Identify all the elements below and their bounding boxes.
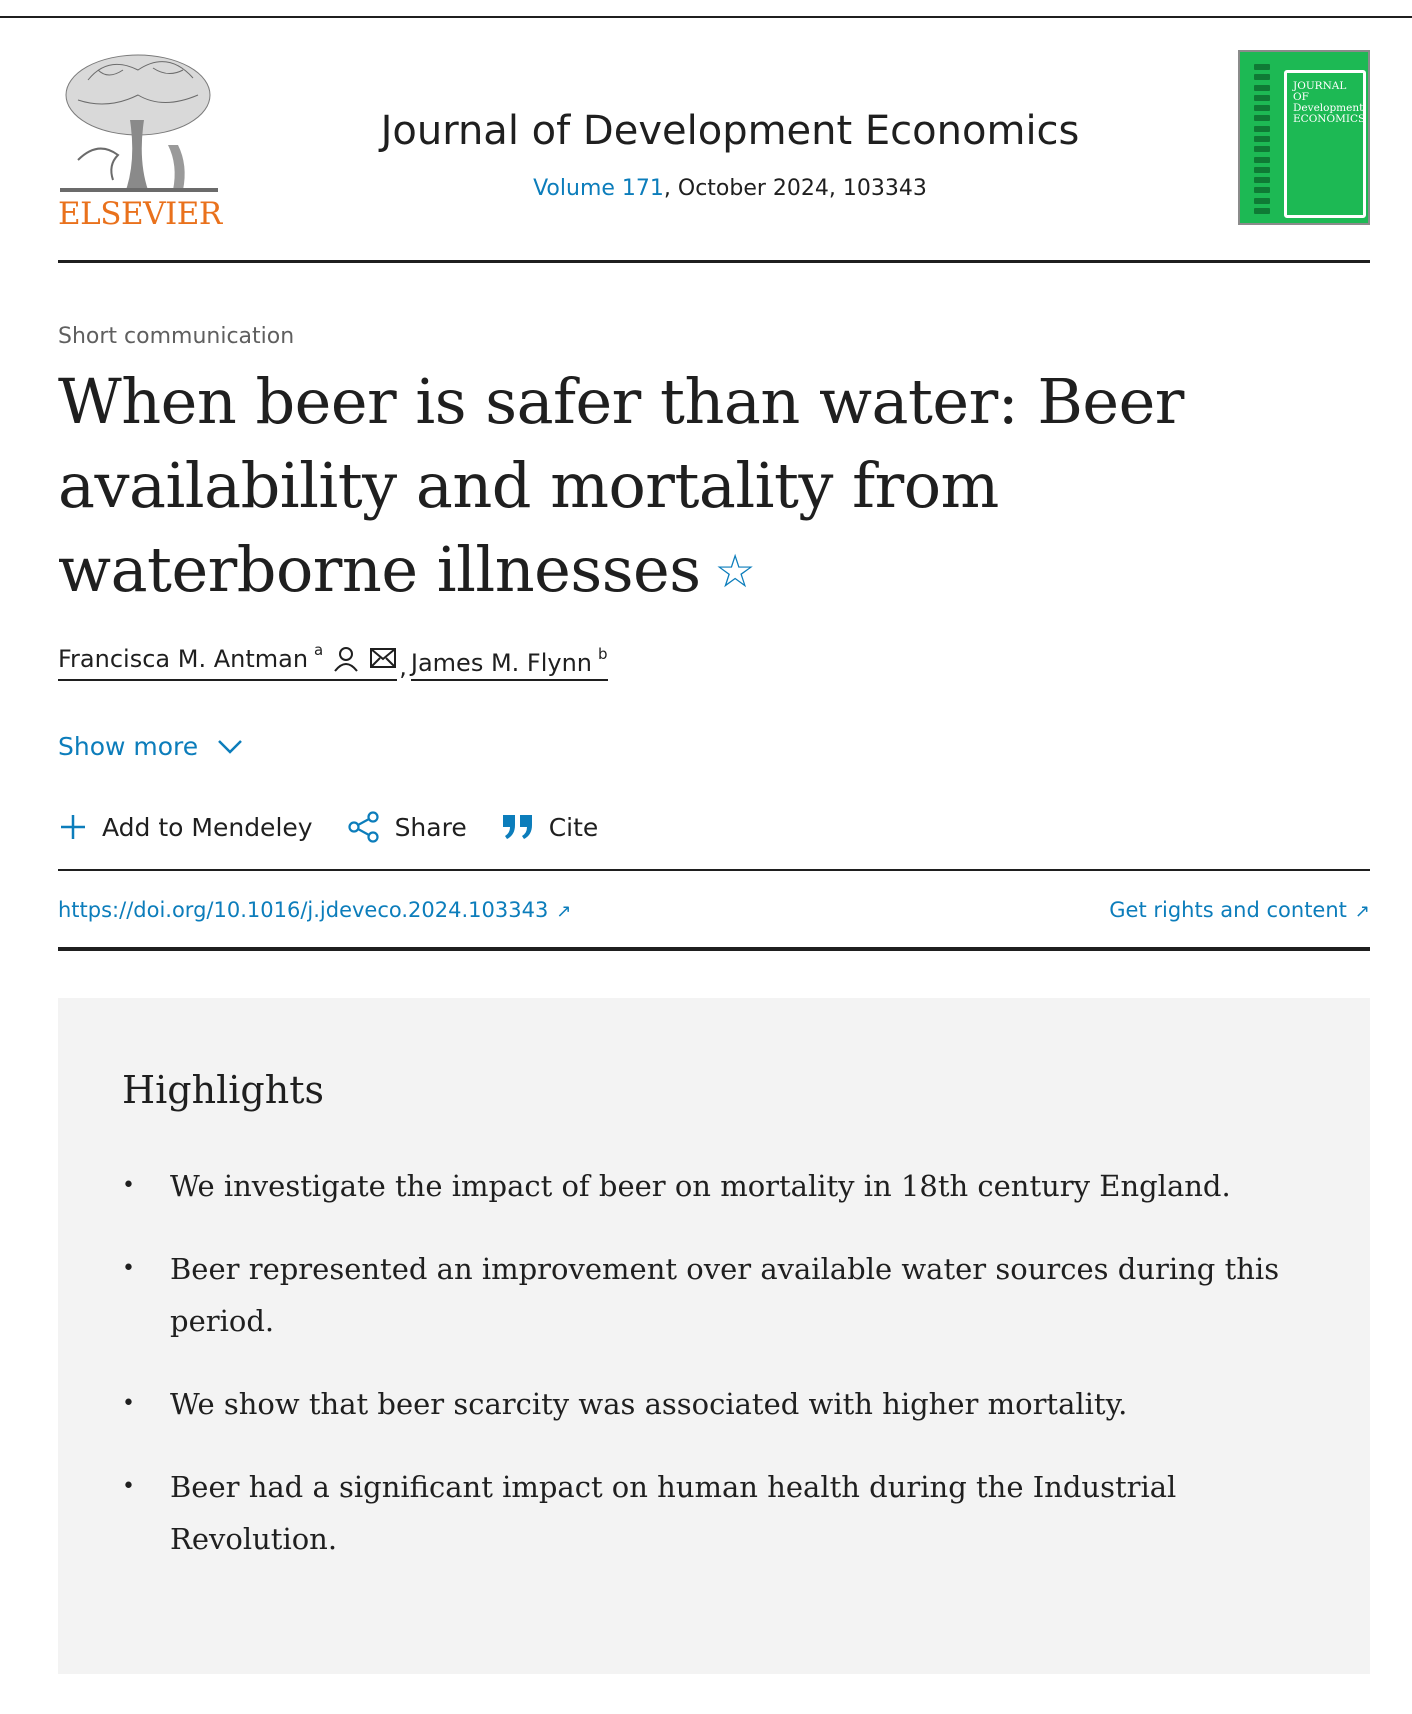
actions-divider [58, 869, 1370, 871]
journal-title[interactable]: Journal of Development Economics [380, 108, 1080, 154]
get-rights-link[interactable] [1109, 898, 1370, 922]
cite-button[interactable] [501, 813, 599, 842]
doi-text: https://doi.org/10.1016/j.jdeveco.2024.103343 [58, 898, 549, 922]
header-divider [58, 260, 1370, 263]
bullet-icon: • [122, 1391, 135, 1416]
top-rule [0, 16, 1412, 18]
envelope-icon [369, 646, 397, 676]
highlights-title: Highlights [122, 1068, 324, 1112]
article-type: Short communication [58, 324, 295, 349]
share-label: Share [394, 812, 467, 842]
star-icon[interactable]: ☆ [714, 544, 756, 598]
bullet-icon: • [122, 1474, 135, 1499]
share-button[interactable] [347, 810, 467, 844]
author-affiliation: b [598, 645, 608, 663]
author-link-antman[interactable] [58, 641, 397, 681]
chevron-down-icon [216, 738, 244, 756]
author-name: James M. Flynn [410, 649, 593, 677]
add-to-mendeley-button[interactable] [58, 812, 313, 842]
highlight-item [122, 1160, 1322, 1212]
rights-text: Get rights and content [1109, 898, 1347, 922]
show-more-label: Show more [58, 732, 199, 761]
journal-issue-info [340, 176, 1120, 201]
cover-spine-decoration [1254, 64, 1272, 214]
article-title [58, 360, 1358, 613]
highlights-list [122, 1160, 1322, 1596]
doi-link[interactable] [58, 898, 571, 922]
cover-frame [1284, 70, 1366, 218]
highlight-text: Beer had a significant impact on human health during the Industrial Revolution. [170, 1470, 1177, 1556]
highlight-text: We show that beer scarcity was associated with higher mortality. [170, 1387, 1128, 1421]
person-icon [333, 646, 359, 678]
show-more-button[interactable] [58, 732, 244, 761]
share-icon [347, 810, 381, 844]
author-separator: , [399, 653, 407, 681]
elsevier-wordmark: ELSEVIER [58, 196, 222, 232]
article-actions [58, 810, 632, 844]
elsevier-logo[interactable] [58, 50, 222, 232]
highlights-section [58, 998, 1370, 1674]
quote-icon [501, 813, 535, 841]
bullet-icon: • [122, 1256, 135, 1281]
article-title-text: When beer is safer than water: Beer availability and mortality from waterborne illnesses [58, 365, 1184, 606]
author-link-flynn[interactable] [410, 645, 608, 681]
cover-title: JOURNAL OF Development ECONOMICS [1293, 80, 1366, 125]
journal-cover[interactable] [1238, 50, 1370, 225]
author-list [58, 641, 608, 681]
cite-label: Cite [548, 812, 599, 842]
highlight-item [122, 1243, 1322, 1347]
elsevier-tree-icon [58, 50, 220, 200]
highlight-text: We investigate the impact of beer on mortality in 18th century England. [170, 1169, 1231, 1203]
links-divider [58, 947, 1370, 951]
highlight-item [122, 1378, 1322, 1430]
bullet-icon: • [122, 1173, 135, 1198]
mendeley-label: Add to Mendeley [102, 812, 313, 842]
author-name: Francisca M. Antman [58, 645, 309, 673]
author-affiliation: a [314, 641, 324, 659]
volume-link[interactable]: Volume 171 [533, 176, 664, 201]
external-arrow-icon: ↗ [556, 901, 572, 922]
issue-details: , October 2024, 103343 [663, 176, 927, 201]
external-arrow-icon: ↗ [1354, 901, 1370, 922]
highlight-item [122, 1461, 1322, 1565]
highlight-text: Beer represented an improvement over available water sources during this period. [170, 1252, 1280, 1338]
plus-icon [58, 812, 88, 842]
